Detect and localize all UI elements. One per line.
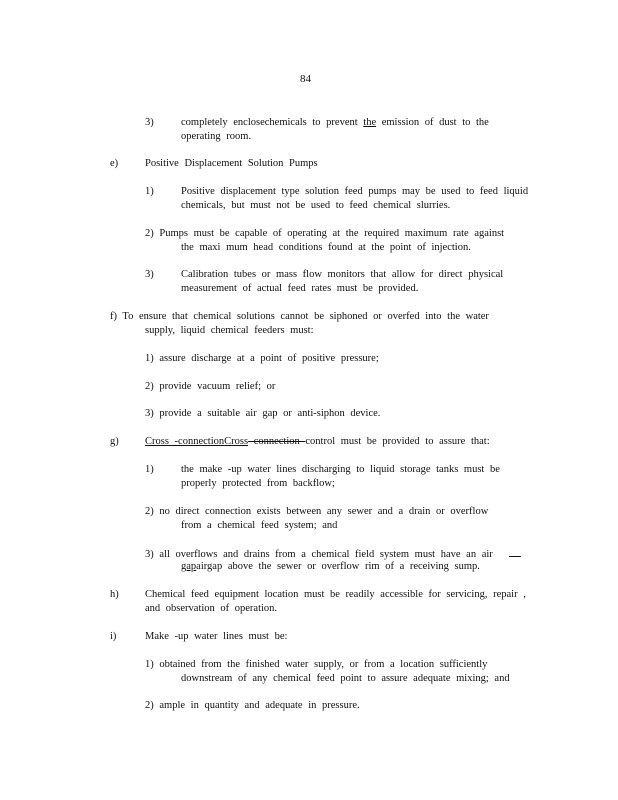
section-e-item3-number: 3) bbox=[145, 269, 154, 280]
section-h-letter: h) bbox=[110, 589, 119, 600]
section-e-item1-line2: chemicals, but must not be used to feed chemical slurries. bbox=[181, 200, 451, 211]
item-d3-number: 3) bbox=[145, 117, 154, 128]
section-e-title: Positive Displacement Solution Pumps bbox=[145, 158, 318, 169]
underlined-text: the bbox=[363, 117, 377, 128]
section-g-item1-line2: properly protected from backflow; bbox=[181, 478, 335, 489]
section-e-item1-number: 1) bbox=[145, 186, 154, 197]
section-h-line2: and observation of operation. bbox=[145, 603, 278, 614]
section-e-item3-line2: measurement of actual feed rates must be provided. bbox=[181, 283, 419, 294]
text: emission of dust to the bbox=[376, 117, 489, 128]
section-g-item2-line2: from a chemical feed system; and bbox=[181, 520, 338, 531]
underlined-text: gap bbox=[181, 561, 197, 572]
section-f-item2: 2) provide vacuum relief; or bbox=[145, 381, 276, 392]
section-i-item1-line2: downstream of any chemical feed point to assure adequate mixing; and bbox=[181, 673, 510, 684]
section-i-letter: i) bbox=[110, 631, 117, 642]
section-f-lead-line2: supply, liquid chemical feeders must: bbox=[145, 325, 314, 336]
section-h-line1: Chemical feed equipment location must be readily accessible for servicing, repair , bbox=[145, 589, 526, 600]
page-number: 84 bbox=[300, 73, 311, 85]
section-i-item1-line1: 1) obtained from the finished water supply, or from a location sufficiently bbox=[145, 659, 488, 670]
item-d3-line2: operating room. bbox=[181, 131, 252, 142]
section-g-item1-line1: the make -up water lines discharging to liquid storage tanks must be bbox=[181, 464, 500, 475]
text: to prevent bbox=[306, 117, 364, 128]
section-e-item3-line1: Calibration tubes or mass flow monitors that allow for direct physical bbox=[181, 269, 504, 280]
text: completely enclose bbox=[181, 117, 265, 128]
text: airgap above the sewer or overflow rim of a receiving sump. bbox=[196, 561, 480, 572]
struck-text: connection bbox=[248, 436, 306, 447]
section-g-item1-number: 1) bbox=[145, 464, 154, 475]
section-i-item2: 2) ample in quantity and adequate in pressure. bbox=[145, 700, 360, 711]
section-f-item1: 1) assure discharge at a point of positive pressure; bbox=[145, 353, 379, 364]
underlined-text: Cross -connection bbox=[145, 436, 225, 447]
text: Pumps must be capable of operating at the required maximum rate against bbox=[159, 228, 505, 239]
text: chemicals bbox=[264, 117, 307, 128]
section-g-item3-line2 bbox=[181, 560, 480, 574]
blank-line bbox=[509, 546, 521, 557]
section-g-item2-line1: 2) no direct connection exists between any sewer and a drain or overflow bbox=[145, 506, 489, 517]
section-e-item2-line2: the maxi mum head conditions found at the point of injection. bbox=[181, 242, 471, 253]
item-d3-line1 bbox=[181, 116, 489, 130]
section-g-letter: g) bbox=[110, 436, 119, 447]
section-f-lead-line1: f) To ensure that chemical solutions cannot be siphoned or overfed into the water bbox=[110, 311, 489, 322]
section-i-title: Make -up water lines must be: bbox=[145, 631, 288, 642]
underlined-text: Cross bbox=[224, 436, 249, 447]
item-number: 2) bbox=[145, 228, 154, 239]
section-e-letter: e) bbox=[110, 158, 119, 169]
section-e-item2-line1 bbox=[145, 227, 504, 241]
section-f-item3: 3) provide a suitable air gap or anti-siphon device. bbox=[145, 408, 381, 419]
text: control must be provided to assure that: bbox=[305, 436, 490, 447]
section-g-title bbox=[145, 435, 490, 449]
section-e-item1-line1: Positive displacement type solution feed pumps may be used to feed liquid bbox=[181, 186, 529, 197]
text: 3) all overflows and drains from a chemical field system must have an air bbox=[145, 549, 493, 560]
